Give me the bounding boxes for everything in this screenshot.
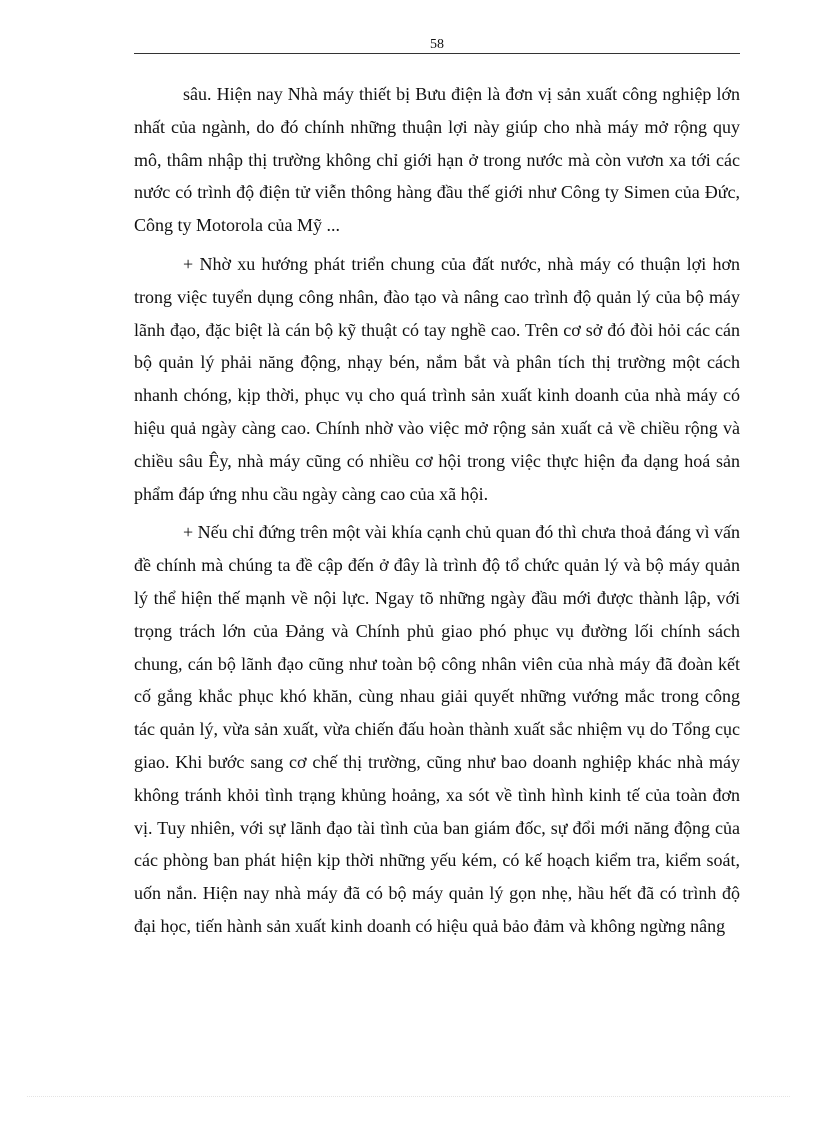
paragraph-recruitment-advantage: + Nhờ xu hướng phát triển chung của đất nước, nhà máy có thuận lợi hơn trong việc tuyển dụng công nhân, đào tạo và nâng cao trình độ quản lý của bộ máy lãnh đạo, đặc biệt là cán bộ kỹ thuật có tay nghề cao. Trên cơ sở đó đòi hỏi các cán bộ quản lý phải năng động, nhạy bén, nắm bắt và phân tích thị trường một cách nhanh chóng, kịp thời, phục vụ cho quá trình sản xuất kinh doanh của nhà máy có hiệu quả ngày càng cao. Chính nhờ vào việc mở rộng sản xuất cả về chiều rộng và chiều sâu Êy, nhà máy cũng có nhiều cơ hội trong việc thực hiện đa dạng hoá sản phẩm đáp ứng nhu cầu ngày càng cao của xã hội. (134, 253, 740, 504)
page-number: 58 (430, 37, 444, 52)
paragraph-management-strength: + Nếu chỉ đứng trên một vài khía cạnh chủ quan đó thì chưa thoả đáng vì vấn đề chính mà chúng ta đề cập đến ở đây là trình độ tổ chức quản lý và bộ máy quản lý thể hiện thế mạnh về nội lực. Ngay tõ những ngày đầu mới được thành lập, với trọng trách lớn của Đảng và Chính phủ giao phó phục vụ đường lối chính sách chung, cán bộ lãnh đạo cũng như toàn bộ công nhân viên của nhà máy đã đoàn kết cố gắng khắc phục khó khăn, cùng nhau giải quyết những vướng mắc trong công tác quản lý, vừa sản xuất, vừa chiến đấu hoàn thành xuất sắc nhiệm vụ do Tổng cục giao. Khi bước sang cơ chế thị trường, cũng như bao doanh nghiệp khác nhà máy không tránh khỏi tình trạng khủng hoảng, xa sót về tình hình kinh tế của toàn đơn vị. Tuy nhiên, với sự lãnh đạo tài tình của ban giám đốc, sự đổi mới năng động của các phòng ban phát hiện kịp thời những yếu kém, có kế hoạch kiểm tra, kiểm soát, uốn nắn. Hiện nay nhà máy đã có bộ máy quản lý gọn nhẹ, hầu hết đã có trình độ đại học, tiến hành sản xuất kinh doanh có hiệu quả bảo đảm và không ngừng nâng (134, 522, 741, 936)
page-header (134, 34, 740, 54)
page-bottom-divider (27, 1096, 790, 1097)
paragraph-continuation: sâu. Hiện nay Nhà máy thiết bị Bưu điện là đơn vị sản xuất công nghiệp lớn nhất của ngành, do đó chính những thuận lợi này giúp cho nhà máy mở rộng quy mô, thâm nhập thị trường không chỉ giới hạn ở trong nước mà còn vươn xa tới các nước có trình độ điện tử viễn thông hàng đầu thế giới như Công ty Simen của Đức, Công ty Motorola của Mỹ ... (134, 84, 740, 236)
document-body (134, 78, 740, 949)
